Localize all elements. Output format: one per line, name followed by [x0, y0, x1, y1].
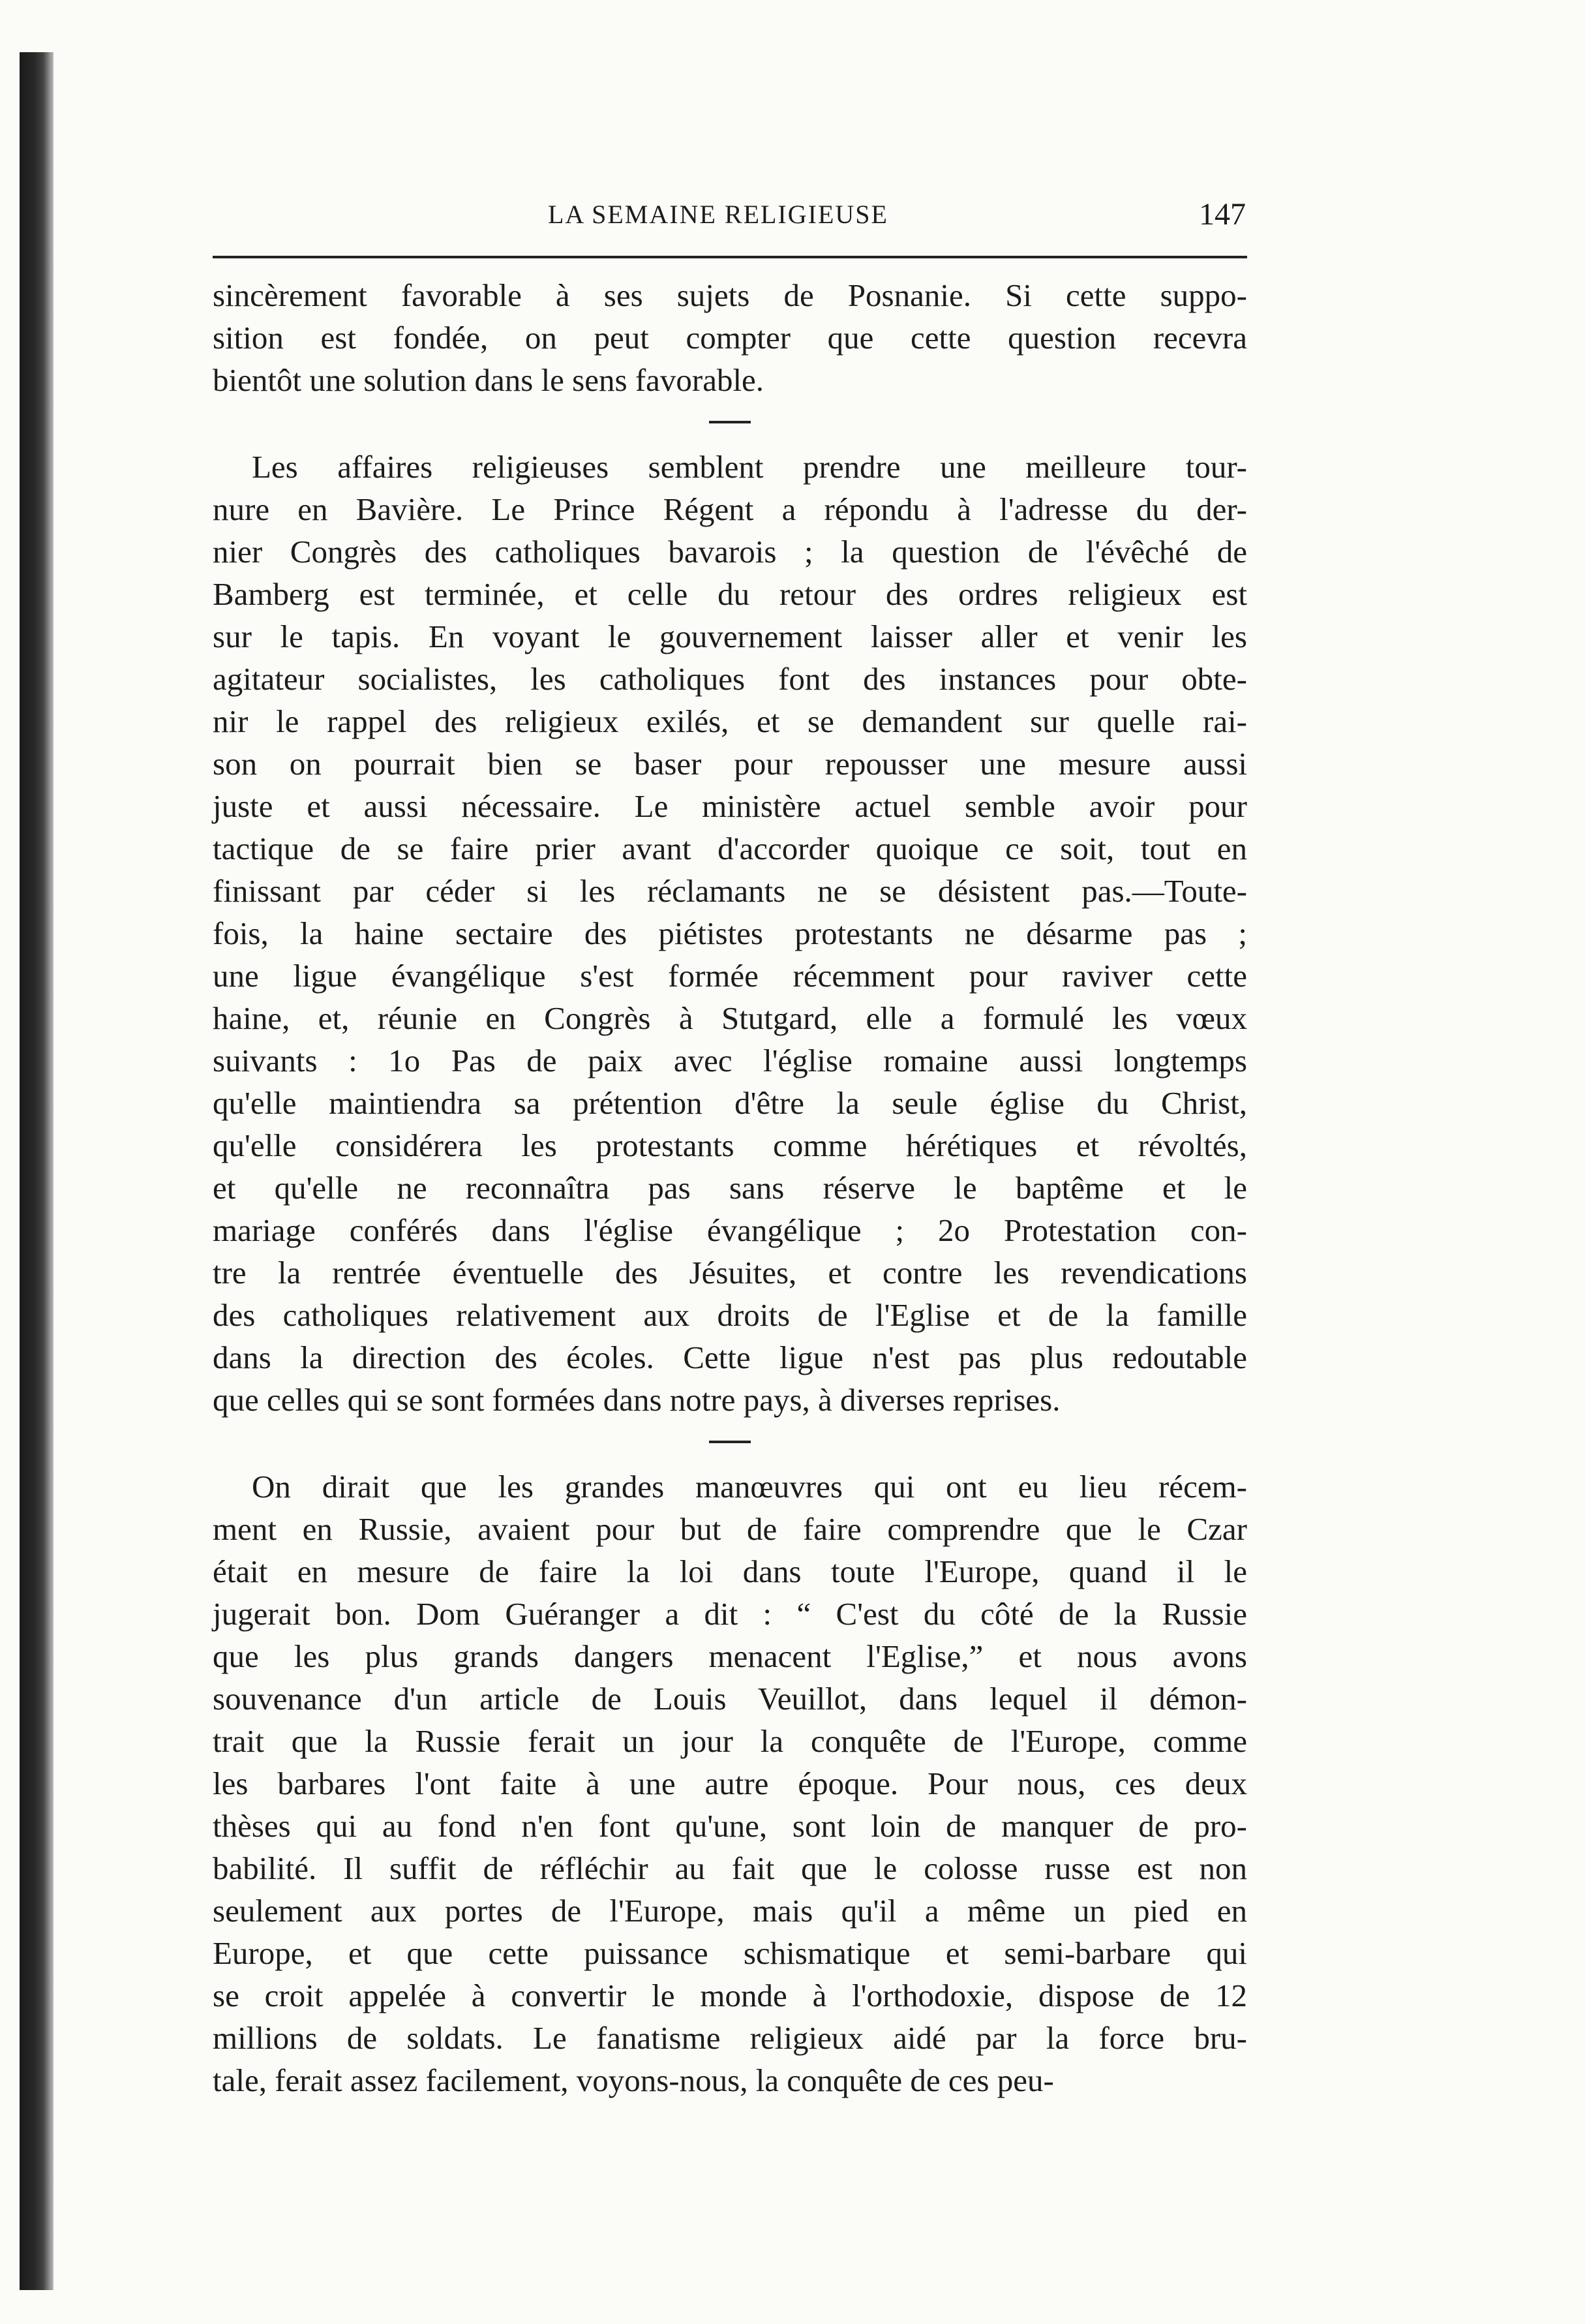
text-line: tactique de se faire prier avant d'accorder quoique ce soit, tout en	[213, 831, 1247, 866]
text-line: thèses qui au fond n'en font qu'une, sont loin de manquer de pro-	[213, 1808, 1247, 1844]
text-line: était en mesure de faire la loi dans toute l'Europe, quand il le	[213, 1553, 1247, 1589]
text-line: tale, ferait assez facilement, voyons-nous, la conquête de ces peu-	[213, 2062, 1054, 2098]
text-line: haine, et, réunie en Congrès à Stutgard, elle a formulé les vœux	[213, 1000, 1247, 1036]
text-line: mariage conférés dans l'église évangélique ; 2o Protestation con-	[213, 1212, 1247, 1248]
text-line: et qu'elle ne reconnaîtra pas sans réserve le baptême et le	[213, 1170, 1247, 1206]
text-line: sincèrement favorable à ses sujets de Posnanie. Si cette suppo-	[213, 277, 1247, 313]
book-spine-shadow	[20, 52, 53, 2290]
body-text	[213, 274, 1247, 2102]
text-line: sition est fondée, on peut compter que cette question recevra	[213, 320, 1247, 356]
text-line: qu'elle maintiendra sa prétention d'être la seule église du Christ,	[213, 1085, 1247, 1121]
page-number: 147	[1199, 197, 1246, 232]
text-line: On dirait que les grandes manœuvres qui ont eu lieu récem-	[252, 1469, 1247, 1505]
text-line: souvenance d'un article de Louis Veuillot, dans lequel il démon-	[213, 1681, 1247, 1717]
text-line: fois, la haine sectaire des piétistes protestants ne désarme pas ;	[213, 915, 1247, 951]
text-line: une ligue évangélique s'est formée récemment pour raviver cette	[213, 958, 1247, 994]
text-line: Bamberg est terminée, et celle du retour des ordres religieux est	[213, 576, 1247, 612]
text-line: finissant par céder si les réclamants ne se désistent pas.—Toute-	[213, 873, 1247, 909]
text-line: agitateur socialistes, les catholiques font des instances pour obte-	[213, 661, 1247, 697]
page-header	[222, 199, 1246, 238]
text-line: que celles qui se sont formées dans notre pays, à diverses reprises.	[213, 1382, 1061, 1418]
text-line: nir le rappel des religieux exilés, et se demandent sur quelle rai-	[213, 703, 1247, 739]
running-title: LA SEMAINE RELIGIEUSE	[548, 200, 888, 229]
section-separator	[709, 1441, 751, 1443]
text-line: qu'elle considérera les protestants comme hérétiques et révoltés,	[213, 1127, 1247, 1163]
text-line: suivants : 1o Pas de paix avec l'église romaine aussi longtemps	[213, 1043, 1247, 1078]
text-line: bientôt une solution dans le sens favorable.	[213, 362, 764, 398]
text-line: ment en Russie, avaient pour but de faire comprendre que le Czar	[213, 1511, 1247, 1547]
text-line: tre la rentrée éventuelle des Jésuites, et contre les revendications	[213, 1255, 1247, 1291]
section-separator	[709, 421, 751, 423]
header-rule	[213, 256, 1247, 258]
text-line: son on pourrait bien se baser pour repousser une mesure aussi	[213, 746, 1247, 782]
text-line: millions de soldats. Le fanatisme religieux aidé par la force bru-	[213, 2020, 1247, 2056]
paragraph-posnanie	[213, 274, 1247, 401]
text-line: Europe, et que cette puissance schismatique et semi-barbare qui	[213, 1935, 1247, 1971]
paragraph-baviere	[213, 446, 1247, 1421]
paragraph-russie	[213, 1465, 1247, 2102]
text-line: que les plus grands dangers menacent l'Eglise,” et nous avons	[213, 1638, 1247, 1674]
text-line: trait que la Russie ferait un jour la conquête de l'Europe, comme	[213, 1723, 1247, 1759]
text-line: des catholiques relativement aux droits de l'Eglise et de la famille	[213, 1297, 1247, 1333]
text-line: nure en Bavière. Le Prince Régent a répondu à l'adresse du der-	[213, 491, 1247, 527]
text-line: Les affaires religieuses semblent prendre une meilleure tour-	[252, 449, 1247, 485]
text-line: babilité. Il suffit de réfléchir au fait que le colosse russe est non	[213, 1850, 1247, 1886]
text-line: seulement aux portes de l'Europe, mais qu'il a même un pied en	[213, 1893, 1247, 1929]
text-line: dans la direction des écoles. Cette ligue n'est pas plus redoutable	[213, 1339, 1247, 1375]
text-line: juste et aussi nécessaire. Le ministère actuel semble avoir pour	[213, 788, 1247, 824]
text-line: les barbares l'ont faite à une autre époque. Pour nous, ces deux	[213, 1766, 1247, 1801]
text-line: jugerait bon. Dom Guéranger a dit : “ C'est du côté de la Russie	[213, 1596, 1247, 1632]
text-line: sur le tapis. En voyant le gouvernement laisser aller et venir les	[213, 619, 1247, 654]
text-line: nier Congrès des catholiques bavarois ; la question de l'évêché de	[213, 534, 1247, 570]
text-line: se croit appelée à convertir le monde à l'orthodoxie, dispose de 12	[213, 1978, 1247, 2013]
